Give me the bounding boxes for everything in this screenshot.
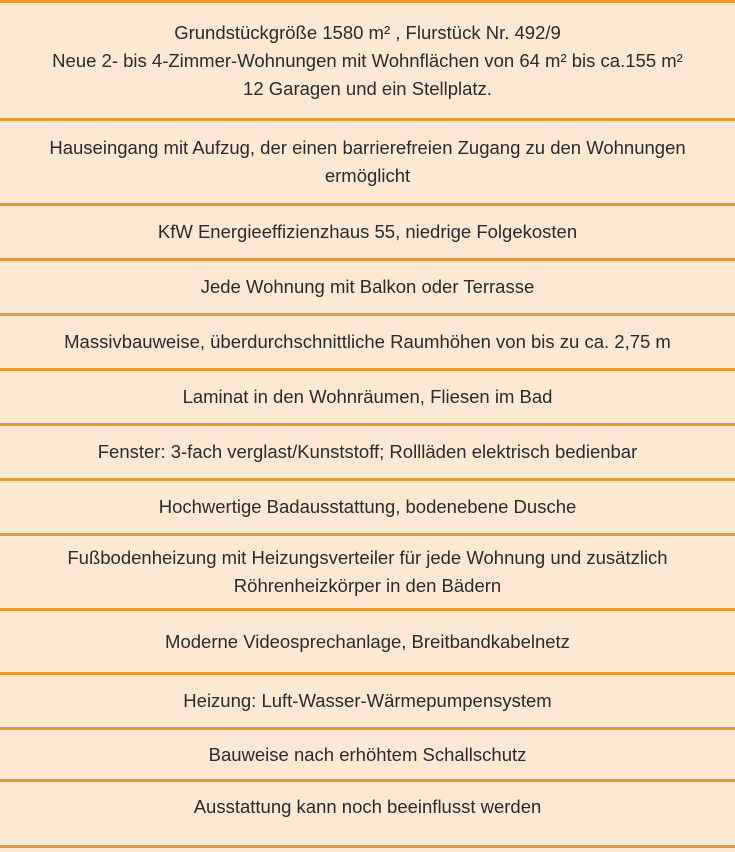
list-item [0, 730, 735, 782]
list-item-text: Laminat in den Wohnräumen, Fliesen im Bad [182, 386, 553, 407]
list-item [0, 611, 735, 675]
list-item [0, 316, 735, 371]
list-item [0, 371, 735, 426]
list-item [0, 675, 735, 730]
list-item [0, 481, 735, 536]
list-item [0, 3, 735, 121]
list-item-text: Hauseingang mit Aufzug, der einen barrierefreien Zugang zu den Wohnungen [49, 137, 686, 158]
list-item-text: ermöglicht [324, 165, 411, 186]
list-item-text: Fenster: 3-fach verglast/Kunststoff; Rollläden elektrisch bedienbar [97, 441, 638, 462]
list-item-text: Röhrenheizkörper in den Bädern [233, 575, 502, 596]
list-item-text: Neue 2- bis 4-Zimmer-Wohnungen mit Wohnflächen von 64 m² bis ca.155 m² [52, 49, 683, 71]
list-item-text: Moderne Videosprechanlage, Breitbandkabelnetz [165, 630, 570, 652]
list-item [0, 782, 735, 848]
list-item-text: Massivbauweise, überdurchschnittliche Raumhöhen von bis zu ca. 2,75 m [64, 331, 671, 352]
list-item-text: Heizung: Luft-Wasser-Wärmepumpensystem [183, 690, 552, 711]
list-item-text: Hochwertige Badausstattung, bodenebene Dusche [158, 496, 577, 517]
list-item-text: KfW Energieeffizienzhaus 55, niedrige Folgekosten [157, 221, 578, 242]
list-item-text: Jede Wohnung mit Balkon oder Terrasse [200, 276, 535, 297]
list-item-text: Fußbodenheizung mit Heizungsverteiler für jede Wohnung und zusätzlich [67, 547, 668, 568]
list-item [0, 121, 735, 206]
list-item-text: 12 Garagen und ein Stellplatz. [243, 77, 492, 99]
list-item [0, 206, 735, 261]
list-item-text: Grundstückgröße 1580 m² , Flurstück Nr. 492/9 [174, 21, 561, 43]
list-item [0, 426, 735, 481]
list-item-text: Ausstattung kann noch beeinflusst werden [193, 795, 542, 817]
list-item [0, 261, 735, 316]
list-item-text: Bauweise nach erhöhtem Schallschutz [208, 743, 527, 765]
list-item [0, 536, 735, 611]
